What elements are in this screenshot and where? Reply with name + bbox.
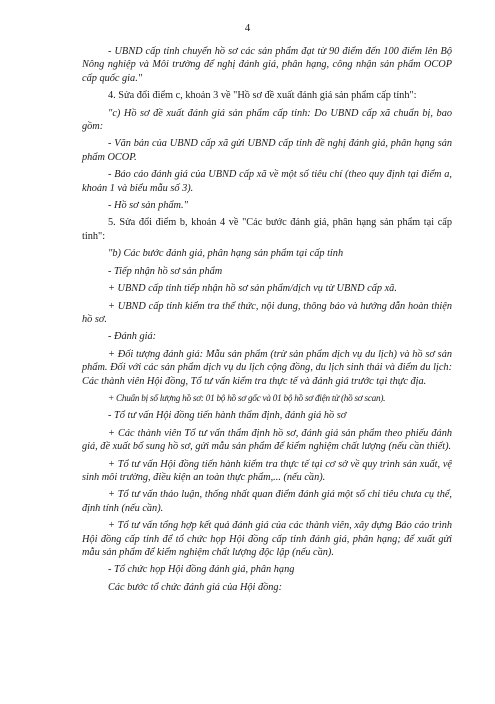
paragraph: - Tổ chức họp Hội đồng đánh giá, phân hạng — [108, 564, 295, 576]
paragraph: "b) Các bước đánh giá, phân hạng sản phẩm tại cấp tỉnh — [108, 248, 344, 260]
paragraph: + Tổ tư vấn Hội đồng tiến hành kiểm tra thực tế tại cơ sở về quy trình sản xuất, vệ sinh môi trường, điều kiện an toàn thực phẩm,... (nếu cần). — [82, 458, 452, 483]
paragraph: 4. Sửa đổi điểm c, khoản 3 về "Hồ sơ đề xuất đánh giá sản phẩm cấp tỉnh": — [108, 90, 417, 102]
paragraph: - Tiếp nhận hồ sơ sản phẩm — [108, 265, 223, 277]
paragraph: + Chuẩn bị số lượng hồ sơ: 01 bộ hồ sơ gốc và 01 bộ hồ sơ điện tử (hồ sơ scan). — [108, 392, 386, 403]
paragraph: 5. Sửa đổi điểm b, khoản 4 về "Các bước đánh giá, phân hạng sản phẩm tại cấp tỉnh": — [82, 217, 452, 242]
paragraph: + UBND cấp tỉnh kiểm tra thể thức, nội dung, thông báo và hướng dẫn hoàn thiện hồ sơ. — [82, 300, 452, 325]
paragraph: - Hồ sơ sản phẩm." — [108, 200, 188, 212]
document-body — [82, 45, 452, 598]
paragraph: - Đánh giá: — [108, 331, 157, 343]
paragraph: + Đối tượng đánh giá: Mẫu sản phẩm (trừ sản phẩm dịch vụ du lịch) và hồ sơ sản phẩm. Đối với các sản phẩm dịch vụ du lịch cộng đồng, du lịch sinh thái và điểm du lịch: Các thành viên Hội đồng, Tổ tư vấn kiểm tra thực tế và đánh giá trước tại thực địa. — [82, 348, 452, 387]
page-number: 4 — [244, 22, 251, 34]
paragraph: - UBND cấp tỉnh chuyển hồ sơ các sản phẩm đạt từ 90 điểm đến 100 điểm lên Bộ Nông nghiệp và Môi trường để nghị đánh giá, phân hạng, công nhận sản phẩm OCOP cấp quốc gia." — [82, 46, 452, 84]
paragraph: "c) Hồ sơ đề xuất đánh giá sản phẩm cấp tỉnh: Do UBND cấp xã chuẩn bị, bao gồm: — [82, 107, 452, 133]
paragraph: + UBND cấp tỉnh tiếp nhận hồ sơ sản phẩm/dịch vụ từ UBND cấp xã. — [108, 283, 397, 295]
paragraph: + Các thành viên Tổ tư vấn thẩm định hồ sơ, đánh giá sản phẩm theo phiếu đánh giá, đề xuất bổ sung hồ sơ, gửi mẫu sản phẩm để kiểm nghiệm chất lượng (nếu cần thiết). — [82, 427, 452, 453]
paragraph: - Báo cáo đánh giá của UBND cấp xã về một số tiêu chí (theo quy định tại điểm a, khoản 1 và biểu mẫu số 3). — [82, 169, 452, 194]
paragraph: + Tổ tư vấn thảo luận, thống nhất quan điểm đánh giá một số chỉ tiêu chưa cụ thể, định tính (nếu cần). — [82, 489, 452, 514]
paragraph: - Tổ tư vấn Hội đồng tiến hành thẩm định, đánh giá hồ sơ — [108, 410, 347, 422]
paragraph: + Tổ tư vấn tổng hợp kết quả đánh giá của các thành viên, xây dựng Báo cáo trình Hội đồng cấp tỉnh để tổ chức họp Hội đồng cấp tỉnh đánh giá, phân hạng; để xuất gửi mẫu sản phẩm để kiểm nghiệm chất lượng độc lập (nếu cần). — [82, 520, 452, 558]
paragraph: Các bước tổ chức đánh giá của Hội đồng: — [108, 581, 283, 593]
paragraph: - Văn bản của UBND cấp xã gửi UBND cấp tỉnh đề nghị đánh giá, phân hạng sản phẩm OCOP. — [82, 138, 452, 163]
